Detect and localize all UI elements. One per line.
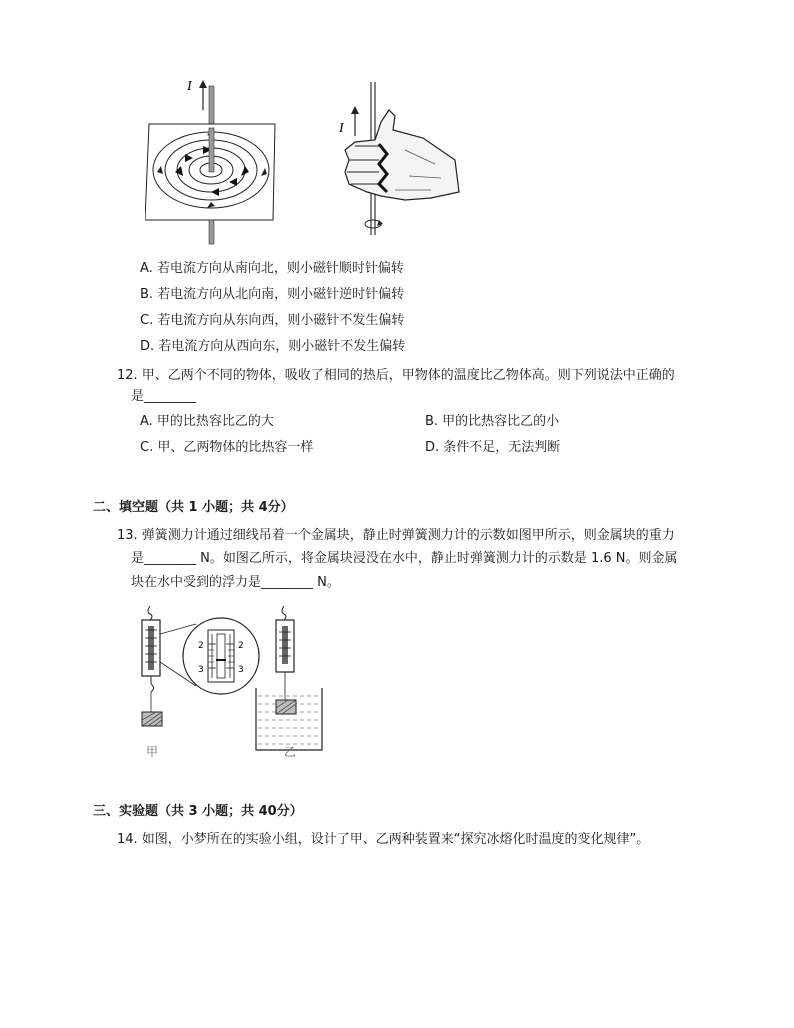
scale-left-mark-3: 3 <box>198 665 204 675</box>
section-heading-experiment: 三、实验题（共 3 小题；共 40分） <box>93 804 303 819</box>
q12-option-a: A. 甲的比热容比乙的大 <box>140 414 274 429</box>
figure-label-yi: 乙 <box>284 745 297 759</box>
q13-stem-line3: 块在水中受到的浮力是________ N。 <box>131 575 340 590</box>
magnetic-field-figure <box>145 72 280 247</box>
q12-option-c: C. 甲、乙两物体的比热容一样 <box>140 440 314 455</box>
figure-label-jia: 甲 <box>146 745 159 759</box>
spring-scale-figure <box>128 604 328 764</box>
q11-option-d: D. 若电流方向从西向东，则小磁针不发生偏转 <box>140 339 406 354</box>
q11-option-c: C. 若电流方向从东向西，则小磁针不发生偏转 <box>140 313 405 328</box>
scale-right-mark-3: 3 <box>238 665 244 675</box>
scale-left-mark-2: 2 <box>198 641 204 651</box>
q11-option-a: A. 若电流方向从南向北，则小磁针顺时针偏转 <box>140 261 404 276</box>
q12-stem-line1: 12. 甲、乙两个不同的物体，吸收了相同的热后，甲物体的温度比乙物体高。则下列说法中正确的 <box>117 368 675 383</box>
current-label-left: I <box>187 79 192 94</box>
q11-option-b: B. 若电流方向从北向南，则小磁针逆时针偏转 <box>140 287 405 302</box>
q12-option-d: D. 条件不足，无法判断 <box>425 440 561 455</box>
current-label-right: I <box>339 121 344 136</box>
q13-stem-line2: 是________ N。如图乙所示，将金属块浸没在水中，静止时弹簧测力计的示数是 1.6 N。则金属 <box>131 551 678 566</box>
right-hand-rule-figure <box>335 80 465 240</box>
q12-option-b: B. 甲的比热容比乙的小 <box>425 414 560 429</box>
q12-stem-line2: 是________ <box>131 389 197 404</box>
q14-stem-line1: 14. 如图，小梦所在的实验小组，设计了甲、乙两种装置来“探究冰熔化时温度的变化规律”。 <box>117 832 650 847</box>
scale-right-mark-2: 2 <box>238 641 244 651</box>
q13-stem-line1: 13. 弹簧测力计通过细线吊着一个金属块，静止时弹簧测力计的示数如图甲所示，则金属块的重力 <box>117 528 675 543</box>
section-heading-fill-in: 二、填空题（共 1 小题；共 4分） <box>93 500 294 515</box>
